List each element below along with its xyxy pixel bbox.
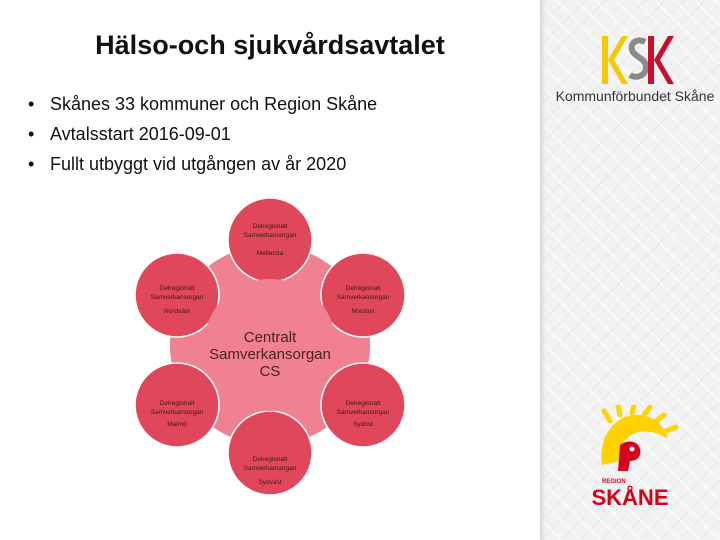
node-region: Sydväst	[258, 479, 282, 486]
node-label-line1: Delregionalt	[345, 285, 381, 292]
node-region: Sydost	[353, 421, 373, 428]
ksk-logo	[560, 30, 710, 130]
center-label-line3: CS	[259, 363, 281, 380]
node-label-line2: Samverkansorgan	[336, 294, 390, 301]
node-label-line2: Samverkansorgan	[243, 232, 297, 239]
node-region: Malmö	[167, 421, 187, 428]
node-region: Mellersta	[256, 250, 284, 257]
node-label-line1: Delregionalt	[345, 400, 381, 407]
region-skane-small-text: REGION	[602, 479, 626, 485]
bullet-list	[22, 90, 377, 180]
region-skane-logo	[580, 405, 680, 515]
center-label-line2: Samverkansorgan	[209, 346, 331, 363]
node-region: Nordost	[351, 308, 375, 315]
side-panel-edge	[540, 0, 546, 540]
ksk-logo-letters: KSK	[628, 124, 642, 130]
node-label-line1: Delregionalt	[159, 285, 195, 292]
ksk-name: Kommunförbundet Skåne	[555, 88, 715, 104]
node-label-line2: Samverkansorgan	[150, 294, 204, 301]
node-circle	[228, 198, 312, 282]
node-nordost	[321, 253, 405, 337]
node-malmo	[135, 363, 219, 447]
bullet-item: • Fullt utbyggt vid utgången av år 2020	[22, 150, 377, 180]
griffin-icon	[601, 405, 676, 471]
node-label-line1: Delregionalt	[252, 456, 288, 463]
node-sydvast	[228, 411, 312, 495]
node-label-line2: Samverkansorgan	[150, 409, 204, 416]
bullet-item: • Skånes 33 kommuner och Region Skåne	[22, 90, 377, 120]
node-label-line2: Samverkansorgan	[243, 465, 297, 472]
node-mellersta	[228, 198, 312, 282]
region-skane-name: SKÅNE	[591, 485, 669, 510]
node-sydost	[321, 363, 405, 447]
node-label-line1: Delregionalt	[159, 400, 195, 407]
node-label-line1: Delregionalt	[252, 223, 288, 230]
bullet-item: • Avtalsstart 2016-09-01	[22, 120, 377, 150]
node-nordvast	[135, 253, 219, 337]
center-label-line1: Centralt	[243, 329, 297, 346]
node-label-line2: Samverkansorgan	[336, 409, 390, 416]
ksk-logo-mark	[602, 36, 674, 84]
node-region: Nordväst	[163, 308, 191, 315]
organization-diagram	[110, 195, 430, 495]
slide-title: Hälso-och sjukvårdsavtalet	[95, 30, 445, 60]
